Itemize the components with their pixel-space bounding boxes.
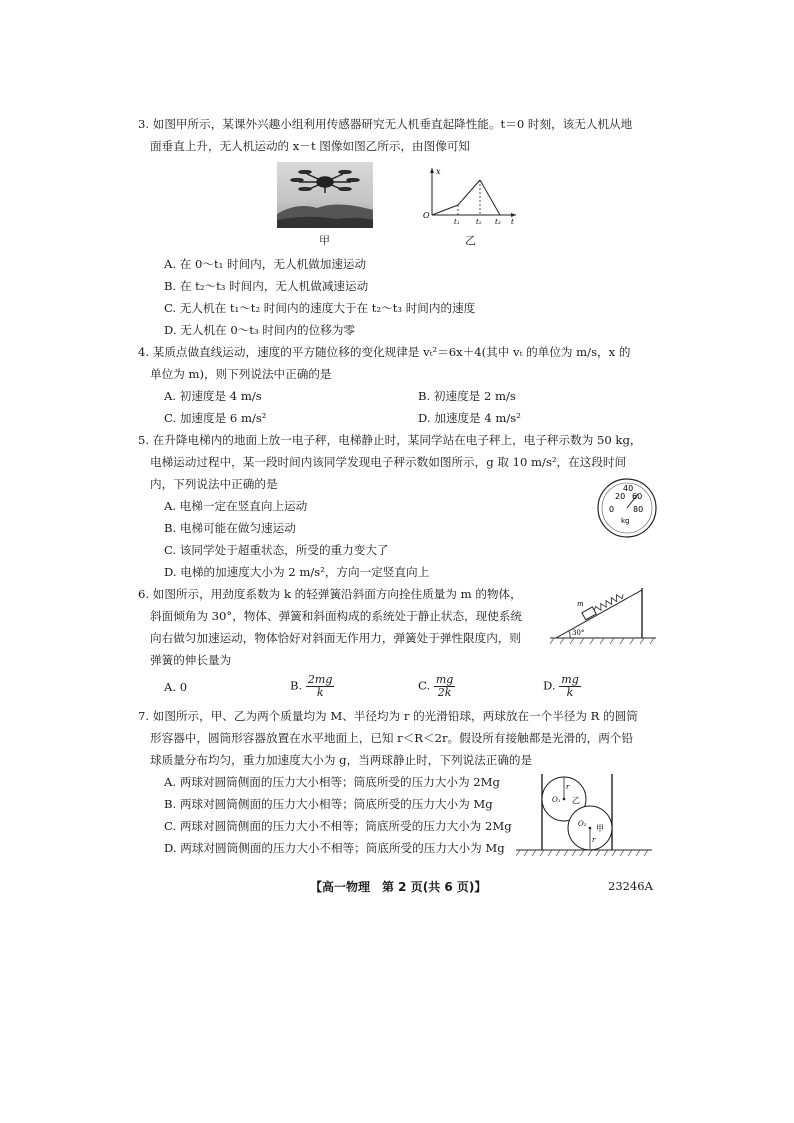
q3-xt-graph	[420, 165, 520, 227]
q5-option-a: A. 电梯一定在竖直向上运动	[164, 499, 308, 513]
graph-t-label: t	[511, 218, 514, 226]
q7-cylinder-figure	[516, 772, 656, 860]
q5-stem-line2: 电梯运动过程中，某一段时间内该同学发现电子秤示数如图所示，g 取 10 m/s²，在这段时间	[150, 455, 627, 469]
q7-fig-r1: r	[566, 783, 570, 791]
q3-drone-photo	[277, 162, 373, 228]
q3-option-b: B. 在 t₂～t₃ 时间内，无人机做减速运动	[164, 279, 369, 293]
graph-t3: t₃	[495, 218, 501, 226]
graph-t1: t₁	[454, 218, 460, 226]
q3-stem-line1: 3. 如图甲所示，某课外兴趣小组利用传感器研究无人机垂直起降性能。t＝0 时刻，该无人机从地	[138, 117, 633, 131]
q5-option-d: D. 电梯的加速度大小为 2 m/s²，方向一定竖直向上	[164, 565, 430, 579]
q6-option-b-fraction	[306, 674, 334, 699]
q6-option-d-den: k	[566, 686, 574, 699]
paper-code: 23246A	[608, 879, 653, 893]
q6-stem-line1: 6. 如图所示，用劲度系数为 k 的轻弹簧沿斜面方向拴住质量为 m 的物体，	[138, 587, 522, 601]
q3-option-d: D. 无人机在 0～t₃ 时间内的位移为零	[164, 323, 356, 337]
q6-fig-mass: m	[577, 600, 584, 608]
q6-option-d-label: D.	[543, 678, 556, 693]
q6-option-c-den: 2k	[437, 686, 452, 699]
q7-option-c: C. 两球对圆筒侧面的压力大小不相等；筒底所受的压力大小为 2Mg	[164, 819, 512, 833]
q4-option-d: D. 加速度是 4 m/s²	[418, 411, 521, 425]
q7-fig-o2: O₂	[578, 820, 587, 828]
graph-t2: t₂	[476, 218, 482, 226]
scale-20: 20	[615, 492, 626, 501]
q6-option-b	[290, 674, 334, 699]
q6-option-c-num: mg	[435, 673, 454, 686]
q6-stem-line4: 弹簧的伸长量为	[150, 653, 232, 667]
q6-option-b-den: k	[316, 686, 324, 699]
q7-stem-line2: 形容器中，圆筒形容器放置在水平地面上，已知 r＜R＜2r。假设所有接触都是光滑的，两个铅	[150, 731, 634, 745]
q6-option-b-num: 2mg	[307, 673, 333, 686]
scale-40: 40	[623, 484, 634, 493]
q4-option-a: A. 初速度是 4 m/s	[164, 389, 262, 403]
q6-option-c	[418, 674, 455, 699]
q3-option-c: C. 无人机在 t₁～t₂ 时间内的速度大于在 t₂～t₃ 时间内的速度	[164, 301, 476, 315]
q7-fig-jia: 甲	[596, 824, 604, 833]
q7-option-a: A. 两球对圆筒侧面的压力大小相等；筒底所受的压力大小为 2Mg	[164, 775, 500, 789]
q6-stem-line3: 向右做匀加速运动，物体恰好对斜面无作用力，弹簧处于弹性限度内，则	[150, 631, 522, 645]
q4-stem-line2: 单位为 m)，则下列说法中正确的是	[150, 367, 332, 381]
q6-option-d-num: mg	[561, 673, 579, 686]
q6-option-b-label: B.	[290, 678, 303, 693]
q6-option-c-fraction	[434, 674, 455, 699]
scale-unit: kg	[621, 517, 630, 525]
q6-option-a: A. 0	[164, 680, 188, 694]
q6-stem-line2: 斜面倾角为 30°，物体、弹簧和斜面构成的系统处于静止状态，现使系统	[150, 609, 523, 623]
q4-option-b: B. 初速度是 2 m/s	[418, 389, 516, 403]
q7-fig-yi: 乙	[572, 796, 580, 805]
q3-stem-line2: 面垂直上升，无人机运动的 x－t 图像如图乙所示，由图像可知	[150, 139, 471, 153]
q7-stem-line1: 7. 如图所示，甲、乙为两个质量均为 M、半径均为 r 的光滑铅球，两球放在一个半径为 R 的圆筒	[138, 709, 638, 723]
scale-80: 80	[633, 505, 644, 514]
q4-option-c: C. 加速度是 6 m/s²	[164, 411, 267, 425]
q3-option-a: A. 在 0～t₁ 时间内，无人机做加速运动	[164, 257, 367, 271]
q6-option-d-fraction	[559, 674, 580, 699]
q5-option-b: B. 电梯可能在做匀速运动	[164, 521, 296, 535]
scale-60: 60	[632, 492, 643, 501]
q6-option-d	[543, 674, 581, 699]
q3-fig-b-caption: 乙	[465, 234, 476, 247]
q5-stem-line3: 内，下列说法中正确的是	[150, 477, 278, 491]
q5-scale-dial	[596, 477, 658, 539]
scale-0: 0	[609, 505, 615, 514]
q7-option-b: B. 两球对圆筒侧面的压力大小相等；筒底所受的压力大小为 Mg	[164, 797, 493, 811]
q4-stem-line1: 4. 某质点做直线运动，速度的平方随位移的变化规律是 vₜ²＝6x＋4(其中 vₜ 的单位为 m/s，x 的	[138, 345, 631, 359]
q7-stem-line3: 球质量分布均匀，重力加速度大小为 g，当两球静止时，下列说法正确的是	[150, 753, 533, 767]
q7-fig-o1: O₁	[552, 796, 561, 804]
graph-origin: O	[423, 211, 430, 220]
graph-y-label: x	[436, 167, 441, 176]
q6-option-c-label: C.	[418, 678, 431, 693]
q5-stem-line1: 5. 在升降电梯内的地面上放一电子秤，电梯静止时，某同学站在电子秤上，电子秤示数为 50 kg，	[138, 433, 642, 447]
q5-option-c: C. 该同学处于超重状态，所受的重力变大了	[164, 543, 389, 557]
q7-fig-r2: r	[592, 836, 596, 844]
q6-incline-figure	[550, 580, 660, 648]
q7-option-d: D. 两球对圆筒侧面的压力大小不相等；筒底所受的压力大小为 Mg	[164, 841, 505, 855]
page-footer-label: 【高一物理 第 2 页(共 6 页)】	[310, 880, 487, 894]
q3-fig-a-caption: 甲	[319, 234, 330, 247]
q6-fig-angle: 30°	[572, 629, 585, 637]
